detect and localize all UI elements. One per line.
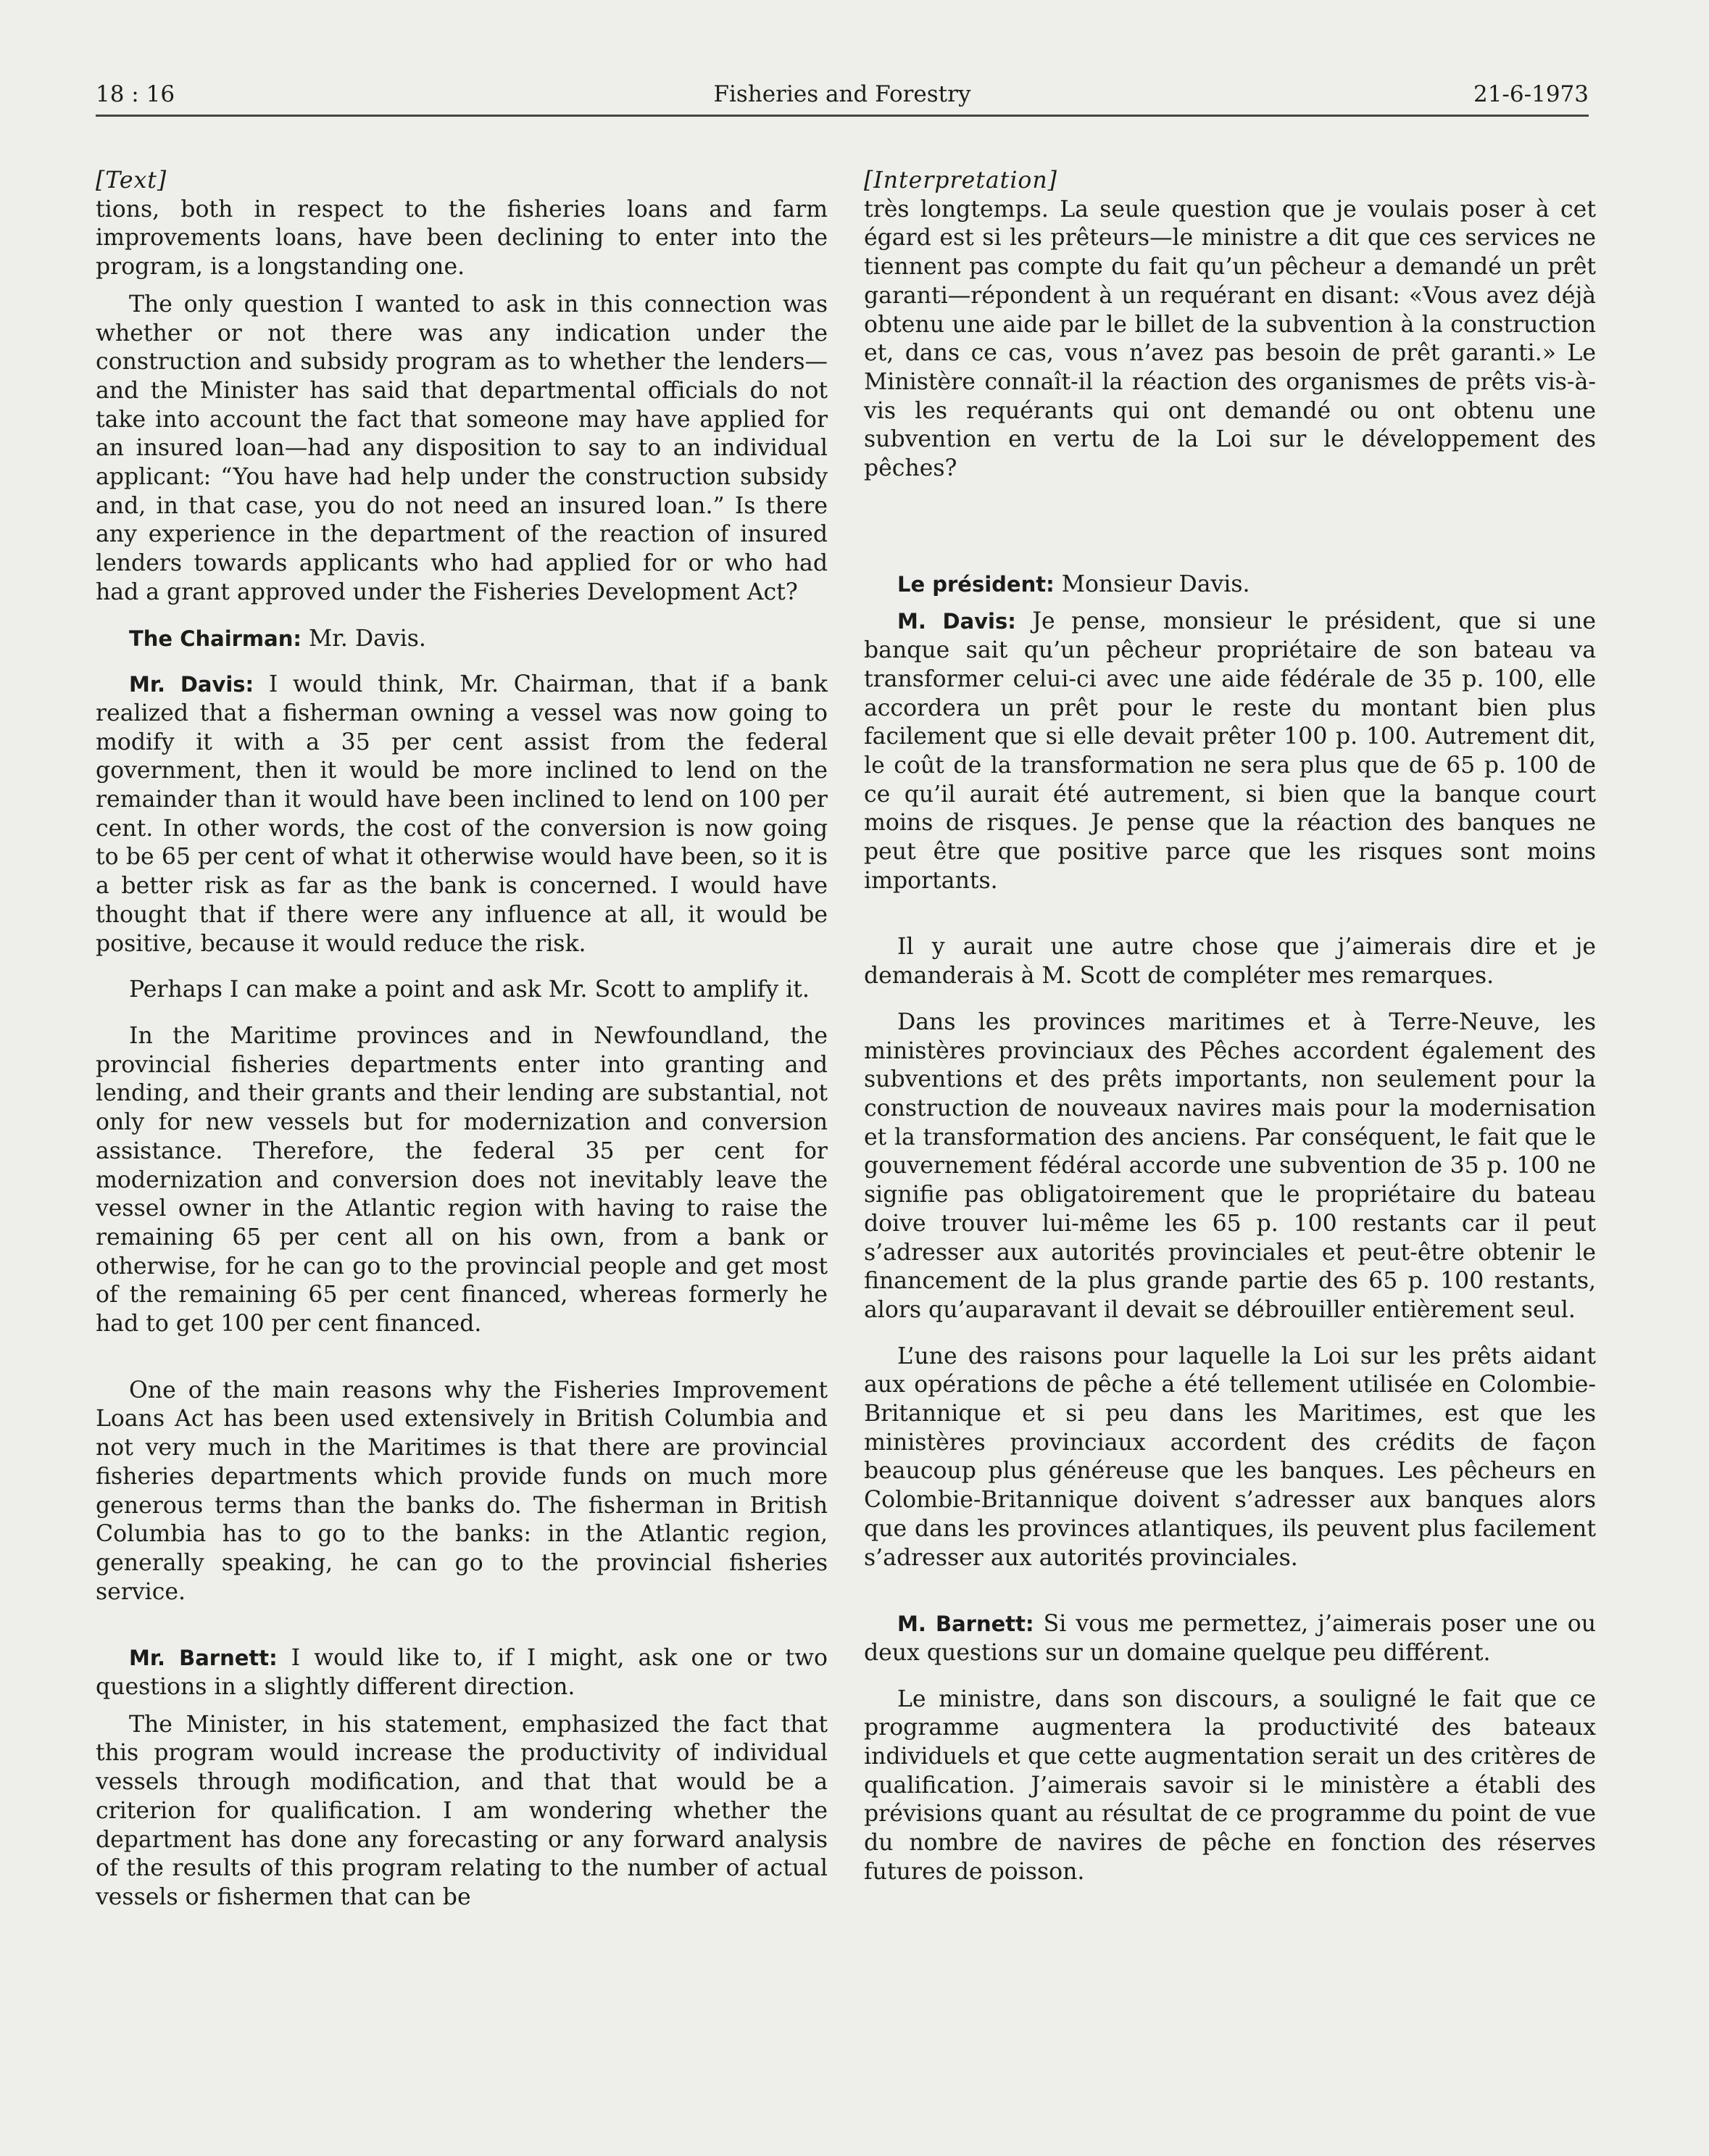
speech-text: I would think, Mr. Chairman, that if a bank realized that a fisherman owning a vessel was now going to modify it with a 35 per cent assist from the federal government, then it would be more inclined to lend on the remainder than it would have been inclined to lend on 100 per cent. In other words, the cost of the conversion is now going to be 65 per cent of what it otherwise would have been, so it is a better risk as far as the bank is concerned. I would have thought that if there were any influence at all, it would be positive, because it would reduce the risk. <box>96 671 828 957</box>
page-number: 18 : 16 <box>96 81 175 107</box>
column-label-interpretation: [Interpretation] <box>864 167 1057 194</box>
column-label-text: [Text] <box>96 167 167 194</box>
paragraph: Il y aurait une autre chose que j’aimerais dire et je demanderais à M. Scott de compléter mes remarques. <box>864 934 1596 990</box>
speech-text: Mr. Davis. <box>301 625 426 652</box>
paragraph <box>864 571 1596 600</box>
paragraph: très longtemps. La seule question que je voulais poser à cet égard est si les prêteurs—le ministre a dit que ces services ne tiennent pas compte du fait qu’un pêcheur a demandé un prêt garanti—répondent à un requérant en disant: «Vous avez déjà obtenu une aide par le billet de la subvention à la construction et, dans ce cas, vous n’avez pas besoin de prêt garanti.» Le Ministère connaît-il la réaction des organismes de prêts vis-à-vis les requérants qui ont demandé ou ont obtenu une subvention en vertu de la Loi sur le développement des pêches? <box>864 196 1596 482</box>
paragraph <box>96 1644 828 1701</box>
paragraph: Le ministre, dans son discours, a souligné le fait que ce programme augmentera la productivité des bateaux individuels et que cette augmentation serait un des critères de qualification. J’aimerais savoir si le ministère a établi des prévisions quant au résultat de ce programme du point de vue du nombre de navires de pêche en fonction des réserves futures de poisson. <box>864 1686 1596 1885</box>
paragraph <box>96 625 828 654</box>
speaker-name: Le président: <box>897 571 1055 597</box>
paragraph: The only question I wanted to ask in this connection was whether or not there was any indication under the construction and subsidy program as to whether the lenders—and the Minister has said that departmental officials do not take into account the fact that someone may have applied for an insured loan—had any disposition to say to an individual applicant: “You have had help under the construction subsidy and, in that case, you do not need an insured loan.” Is there any experience in the department of the reaction of insured lenders towards applicants who had applied for or who had had a grant approved under the Fisheries Development Act? <box>96 291 828 605</box>
paragraph <box>864 1610 1596 1667</box>
speaker-name: Mr. Davis: <box>129 672 254 697</box>
header-rule <box>96 115 1589 117</box>
french-column <box>864 167 1596 1887</box>
speech-text: I would like to, if I might, ask one or two questions in a slightly different direction. <box>96 1645 828 1701</box>
speech-text: Monsieur Davis. <box>1054 571 1250 597</box>
speech-text: Si vous me permettez, j’aimerais poser une ou deux questions sur un domaine quelque peu différent. <box>864 1611 1596 1666</box>
speaker-name: M. Barnett: <box>897 1612 1034 1637</box>
speech-text: Je pense, monsieur le président, que si une banque sait qu’un pêcheur propriétaire de son bateau va transformer celui-ci avec une aide fédérale de 35 p. 100, elle accordera un prêt pour le reste du montant bien plus facilement que si elle devait prêter 100 p. 100. Autrement dit, le coût de la transformation ne sera plus que de 65 p. 100 de ce qu’il aurait été autrement, si bien que la banque court moins de risques. Je pense que la réaction des banques ne peut être que positive parce que les risques sont moins importants. <box>864 608 1596 894</box>
header-date: 21-6-1973 <box>1473 81 1589 107</box>
paragraph: L’une des raisons pour laquelle la Loi sur les prêts aidant aux opérations de pêche a été tellement utilisée en Colombie-Britannique et si peu dans les Maritimes, est que les ministères provinciaux accordent des crédits de façon beaucoup plus généreuse que les banques. Les pêcheurs en Colombie-Britannique doivent s’adresser aux banques alors que dans les provinces atlantiques, ils peuvent plus facilement s’adresser aux autorités provinciales. <box>864 1343 1596 1571</box>
speaker-name: The Chairman: <box>129 626 302 651</box>
paragraph: In the Maritime provinces and in Newfoundland, the provincial fisheries departments enter into granting and lending, and their grants and their lending are substantial, not only for new vessels but for modernization and conversion assistance. Therefore, the federal 35 per cent for modernization and conversion does not inevitably leave the vessel owner in the Atlantic region with having to raise the remaining 65 per cent all on his own, from a bank or otherwise, for he can go to the provincial people and get most of the remaining 65 per cent financed, whereas formerly he had to get 100 per cent financed. <box>96 1022 828 1338</box>
paragraph: tions, both in respect to the fisheries loans and farm improvements loans, have been declining to enter into the program, is a longstanding one. <box>96 196 828 281</box>
paragraph <box>96 671 828 958</box>
paragraph: The Minister, in his statement, emphasized the fact that this program would increase the productivity of individual vessels through modification, and that that would be a criterion for qualification. I am wondering whether the department has done any forecasting or any forward analysis of the results of this program relating to the number of actual vessels or fishermen that can be <box>96 1711 828 1910</box>
running-header <box>96 81 1589 117</box>
paragraph <box>864 608 1596 895</box>
running-title: Fisheries and Forestry <box>713 81 971 107</box>
paragraph: One of the main reasons why the Fisheries Improvement Loans Act has been used extensively in British Columbia and not very much in the Maritimes is that there are provincial fisheries departments which provide funds on much more generous terms than the banks do. The fisherman in British Columbia has to go to the banks: in the Atlantic region, generally speaking, he can go to the provincial fisheries service. <box>96 1377 828 1605</box>
paragraph: Perhaps I can make a point and ask Mr. Scott to amplify it. <box>129 977 810 1003</box>
speaker-name: M. Davis: <box>897 609 1016 634</box>
speaker-name: Mr. Barnett: <box>129 1646 278 1671</box>
paragraph: Dans les provinces maritimes et à Terre-Neuve, les ministères provinciaux des Pêches accordent également des subventions et des prêts importants, non seulement pour la construction de nouveaux navires mais pour la modernisation et la transformation des anciens. Par conséquent, le fait que le gouvernement fédéral accorde une subvention de 35 p. 100 ne signifie pas obligatoirement que le propriétaire du bateau doive trouver lui-même les 65 p. 100 restants car il peut s’adresser aux autorités provinciales et peut-être obtenir le financement de la plus grande partie des 65 p. 100 restants, alors qu’auparavant il devait se débrouiller entièrement seul. <box>864 1008 1596 1323</box>
english-column <box>96 167 828 1912</box>
